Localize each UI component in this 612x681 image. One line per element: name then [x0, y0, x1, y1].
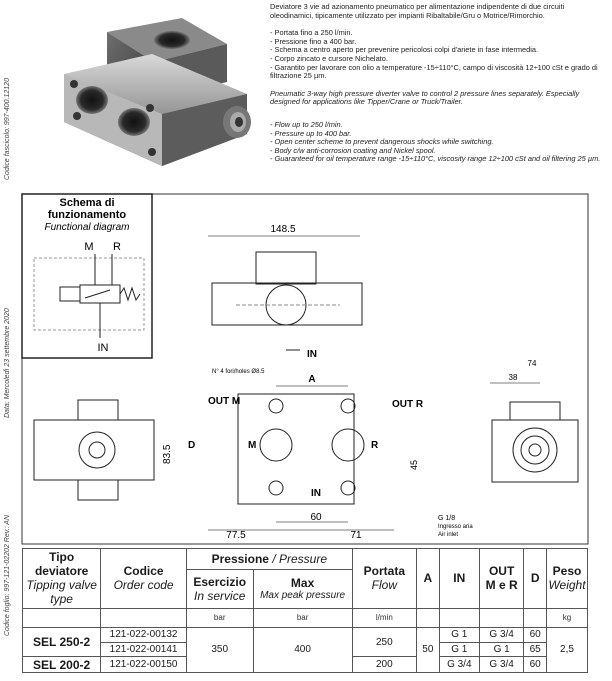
- en-bullet: - Guaranteed for oil temperature range -15÷110°C, viscosity range 12÷100 cSt and oil filtering 25 µm.: [270, 155, 608, 164]
- th-a: A: [417, 549, 440, 609]
- description-it-intro: Deviatore 3 vie ad azionamento pneumatico per alimentazione indipendente di due circuiti oleodinamici, tipicamente utilizzato per impianti Ribaltabile/Gru o Motrice/Rimorchio.: [270, 2, 565, 20]
- th-pressione-it: Pressione: [211, 551, 269, 566]
- cell-esercizio: 350: [186, 627, 253, 672]
- th-peso-it: Peso: [552, 564, 582, 579]
- unit-empty: [479, 608, 523, 627]
- it-bullet: - Corpo zincato e cursore Nichelato.: [270, 55, 608, 64]
- it-bullet: - Portata fino a 250 l/min.: [270, 29, 608, 38]
- th-pressione-en: / Pressure: [272, 551, 327, 566]
- cell-d: 60: [524, 657, 547, 673]
- en-bullet: - Pressure up to 400 bar.: [270, 130, 608, 139]
- cell-out: G 3/4: [479, 627, 523, 642]
- unit-empty: [439, 608, 479, 627]
- cell-out: G 1: [479, 642, 523, 657]
- th-out-1: OUT: [488, 564, 515, 579]
- unit-empty: [524, 608, 547, 627]
- th-esercizio-it: Esercizio: [193, 574, 247, 589]
- cell-type-250: SEL 250-2: [23, 627, 101, 656]
- it-bullet: - Garantito per lavorare con olio a temperature -15÷110°C, campo di viscosità 12÷100 cSt e grado di filtrazione 25 µm.: [270, 64, 608, 81]
- schema-subtitle: Functional diagram: [44, 222, 130, 233]
- label-r: R: [371, 440, 379, 451]
- dim-60: 60: [310, 512, 322, 523]
- unit-bar-1: bar: [186, 608, 253, 627]
- cell-peso: 2,5: [547, 627, 588, 672]
- schema-port-m: M: [84, 241, 94, 253]
- it-bullet: - Pressione fino a 400 bar.: [270, 38, 608, 47]
- schema-title-2: funzionamento: [47, 209, 127, 221]
- schema-title-1: Schema di: [59, 197, 115, 209]
- label-in-top: IN: [307, 349, 317, 360]
- cell-code: 121-022-00132: [101, 627, 187, 642]
- dim-38: 38: [508, 373, 518, 382]
- th-portata: [352, 549, 416, 609]
- th-codice: [101, 549, 187, 609]
- unit-empty: [101, 608, 187, 627]
- en-bullet: - Flow up to 250 l/min.: [270, 121, 608, 130]
- unit-bar-2: bar: [253, 608, 352, 627]
- th-esercizio-en: In service: [194, 588, 246, 603]
- cell-in: G 1: [439, 642, 479, 657]
- th-in: IN: [439, 549, 479, 609]
- th-codice-it: Codice: [123, 564, 164, 579]
- label-in-front: IN: [311, 488, 321, 499]
- unit-kg: kg: [547, 608, 588, 627]
- dim-45: 45: [409, 459, 419, 470]
- cell-code: 121-022-00141: [101, 642, 187, 657]
- unit-empty: [417, 608, 440, 627]
- th-tipo: [23, 549, 101, 609]
- th-d: D: [524, 549, 547, 609]
- th-pressione: [186, 549, 352, 570]
- th-portata-en: Flow: [371, 578, 398, 593]
- schema-port-in: IN: [97, 342, 109, 354]
- it-bullet: - Schema a centro aperto per prevenire pericolosi colpi d'ariete in fase intermedia.: [270, 46, 608, 55]
- label-g18: G 1/8: [438, 515, 456, 522]
- label-out-m: OUT M: [208, 396, 241, 407]
- cell-a: 50: [417, 627, 440, 672]
- th-peso-en: Weight: [548, 578, 586, 593]
- label-air-inlet: Air inlet: [438, 532, 459, 538]
- label-d: D: [188, 440, 196, 451]
- holes-note: N° 4 fori/holes Ø8.5: [212, 369, 265, 375]
- cell-type-200: SEL 200-2: [23, 657, 101, 673]
- dim-77: 77.5: [226, 530, 246, 541]
- label-ingresso: Ingresso aria: [438, 524, 473, 530]
- schema-port-r: R: [113, 241, 121, 253]
- cell-out: G 3/4: [479, 657, 523, 673]
- th-peso: [547, 549, 588, 609]
- unit-empty: [23, 608, 101, 627]
- cell-d: 65: [524, 642, 547, 657]
- th-codice-en: Order code: [113, 578, 174, 593]
- en-bullet: - Body c/w anti-corrosion coating and Nickel spool.: [270, 147, 608, 156]
- side-label-fascicolo: Codice fascicolo: 997-400.12120: [4, 78, 11, 180]
- description-en-intro: Pneumatic 3-way high pressure diverter valve to control 2 pressure lines separately. Especially designed for applications like Tipper/Crane or Truck/Trailer.: [270, 88, 580, 107]
- dim-148: 148.5: [270, 224, 296, 235]
- unit-flow: l/min: [352, 608, 416, 627]
- cell-flow-250: 250: [352, 627, 416, 656]
- th-portata-it: Portata: [363, 564, 406, 579]
- th-tipo-it: Tipo deviatore: [34, 550, 89, 579]
- cell-in: G 3/4: [439, 657, 479, 673]
- th-out: [479, 549, 523, 609]
- label-m: M: [248, 440, 257, 451]
- dim-83: 83.5: [162, 444, 173, 464]
- cell-in: G 1: [439, 627, 479, 642]
- cell-max: 400: [253, 627, 352, 672]
- th-tipo-en: Tipping valve type: [26, 578, 97, 607]
- th-esercizio: [186, 569, 253, 608]
- th-max-en: Max peak pressure: [260, 590, 346, 602]
- side-label-data: Data: Mercoledì 23 settembre 2020: [4, 308, 11, 418]
- en-bullet: - Open center scheme to prevent dangerous shocks while switching.: [270, 138, 608, 147]
- th-max: [253, 569, 352, 608]
- cell-code: 121-022-00150: [101, 657, 187, 673]
- cell-d: 60: [524, 627, 547, 642]
- cell-flow-200: 200: [352, 657, 416, 673]
- th-max-it: Max: [290, 576, 315, 591]
- dim-74: 74: [527, 359, 537, 368]
- label-a: A: [308, 374, 316, 385]
- label-out-r: OUT R: [392, 399, 424, 410]
- th-out-2: M e R: [485, 578, 518, 593]
- dim-71: 71: [350, 530, 362, 541]
- spec-table: [22, 548, 588, 673]
- side-label-foglio: Codice foglio: 997-121-02202 Rev.: AN: [4, 514, 11, 636]
